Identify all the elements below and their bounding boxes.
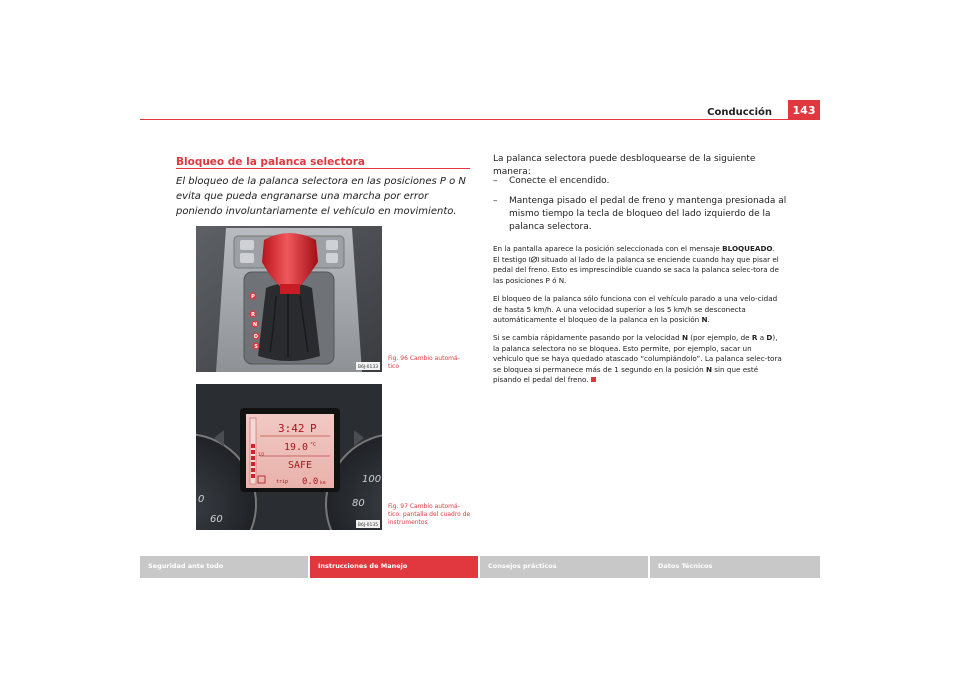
header-divider <box>140 119 820 120</box>
display-trip-unit: km <box>320 481 326 486</box>
section-divider <box>176 168 470 169</box>
footer-tab-datos[interactable]: Datos Técnicos <box>650 556 820 578</box>
step-2 <box>493 195 793 234</box>
p4-text-f: sin que esté pisando el pedal del freno. <box>493 364 759 384</box>
step-2-dash: – <box>493 196 498 206</box>
paragraph-speed-limit <box>493 294 783 326</box>
p4-bold-d: D <box>766 333 773 342</box>
paragraph-display-message <box>493 244 783 286</box>
paragraph-intro: La palanca selectora puede desbloquearse de la siguiente manera: <box>493 154 756 177</box>
p4-bold-n2: N <box>706 364 713 374</box>
p2-text-c: situado al lado de la palanca se enciende cuando hay que pisar el pedal del freno. Esto es imprescindible cuando se saca la palanca selec-tora de las posiciones P ó N. <box>493 254 779 285</box>
p2-text-b: . El testigo <box>493 244 775 264</box>
p3-text-a: El bloqueo de la palanca sólo funciona con el vehículo parado a una velo-cidad de hasta 5 km/h. A una velocidad superior a los 5 km/h se desconecta automáticamente el bloqueo de la palanca en la posición <box>493 294 778 324</box>
page-number: 143 <box>788 100 820 120</box>
step-1 <box>493 175 793 188</box>
display-trip-label: trip <box>276 479 289 485</box>
gear-label-p: P <box>251 294 255 300</box>
gear-label-s: S <box>254 344 258 350</box>
end-of-section-icon <box>591 377 596 382</box>
fuel-half-mark: 1/2 <box>258 452 265 457</box>
gear-label-d: D <box>253 334 259 340</box>
p3-text-b: . <box>707 315 710 324</box>
p2-bold-bloqueado: BLOQUEADO <box>722 244 773 253</box>
step-2-text: Mantenga pisado el pedal de freno y mantenga presionada al mismo tiempo la tecla de bloqueo del lado izquierdo de la palanca selectora. <box>509 196 787 232</box>
display-temperature: 19.0 <box>284 442 309 453</box>
figure-96-gear-lever <box>196 226 382 372</box>
display-message: SAFE <box>288 460 313 471</box>
p4-text-e: ), la palanca selectora no se bloquea. Esto permite, por ejemplo, sacar un vehículo que se haya quedado atascado “columpiándolo”. La palanca selec-tora se bloquea si permanece más de 1 segundo en la posición <box>493 333 782 374</box>
display-gear: P <box>310 422 317 435</box>
gear-label-r: R <box>251 312 255 318</box>
p4-text-a: Si se cambia rápidamente pasando por la velocidad <box>493 333 682 342</box>
section-title: Bloqueo de la palanca selectora <box>176 156 365 168</box>
footer-tab-seguridad[interactable]: Seguridad ante todo <box>140 556 308 578</box>
gauge-right-80: 80 <box>352 498 365 509</box>
figure-97-instrument-display <box>196 384 382 530</box>
p3-bold-n: N <box>701 315 708 324</box>
page-header-title: Conducción <box>707 107 772 118</box>
gauge-left-0: 0 <box>198 494 205 505</box>
p4-text-c: a <box>757 333 767 342</box>
paragraph-rapid-shift <box>493 333 783 386</box>
brake-warning-icon <box>529 256 539 263</box>
p4-bold-n: N <box>681 333 688 342</box>
step-1-dash: – <box>493 176 498 186</box>
gauge-left-60: 60 <box>210 514 223 525</box>
display-temp-unit: °C <box>310 442 317 448</box>
gauge-right-100: 100 <box>362 474 382 485</box>
p4-text-b: (por ejemplo, de <box>687 333 752 342</box>
p4-bold-r: R <box>751 333 758 342</box>
figure-97-code: B6J-0135 <box>357 523 379 528</box>
step-1-text: Conecte el encendido. <box>509 176 610 186</box>
figure-97-caption: Fig. 97 Cambio automá-tico: pantalla del cuadro de instrumentos <box>388 503 471 526</box>
figure-96-code: B6J-0133 <box>357 365 379 370</box>
footer-tab-consejos[interactable]: Consejos prácticos <box>480 556 648 578</box>
display-trip-value: 0.0 <box>302 477 319 487</box>
gear-label-n: N <box>252 322 258 328</box>
display-time: 3:42 <box>278 422 305 435</box>
p2-text-a: En la pantalla aparece la posición seleccionada con el mensaje <box>493 244 723 253</box>
section-intro: El bloqueo de la palanca selectora en las posiciones P o N evita que pueda engranarse una marcha por error poniendo involuntariamente el vehículo en movimiento. <box>176 176 466 217</box>
footer-tab-instrucciones[interactable]: Instrucciones de Manejo <box>310 556 478 578</box>
figure-96-caption: Fig. 96 Cambio automá-tico <box>388 355 460 370</box>
